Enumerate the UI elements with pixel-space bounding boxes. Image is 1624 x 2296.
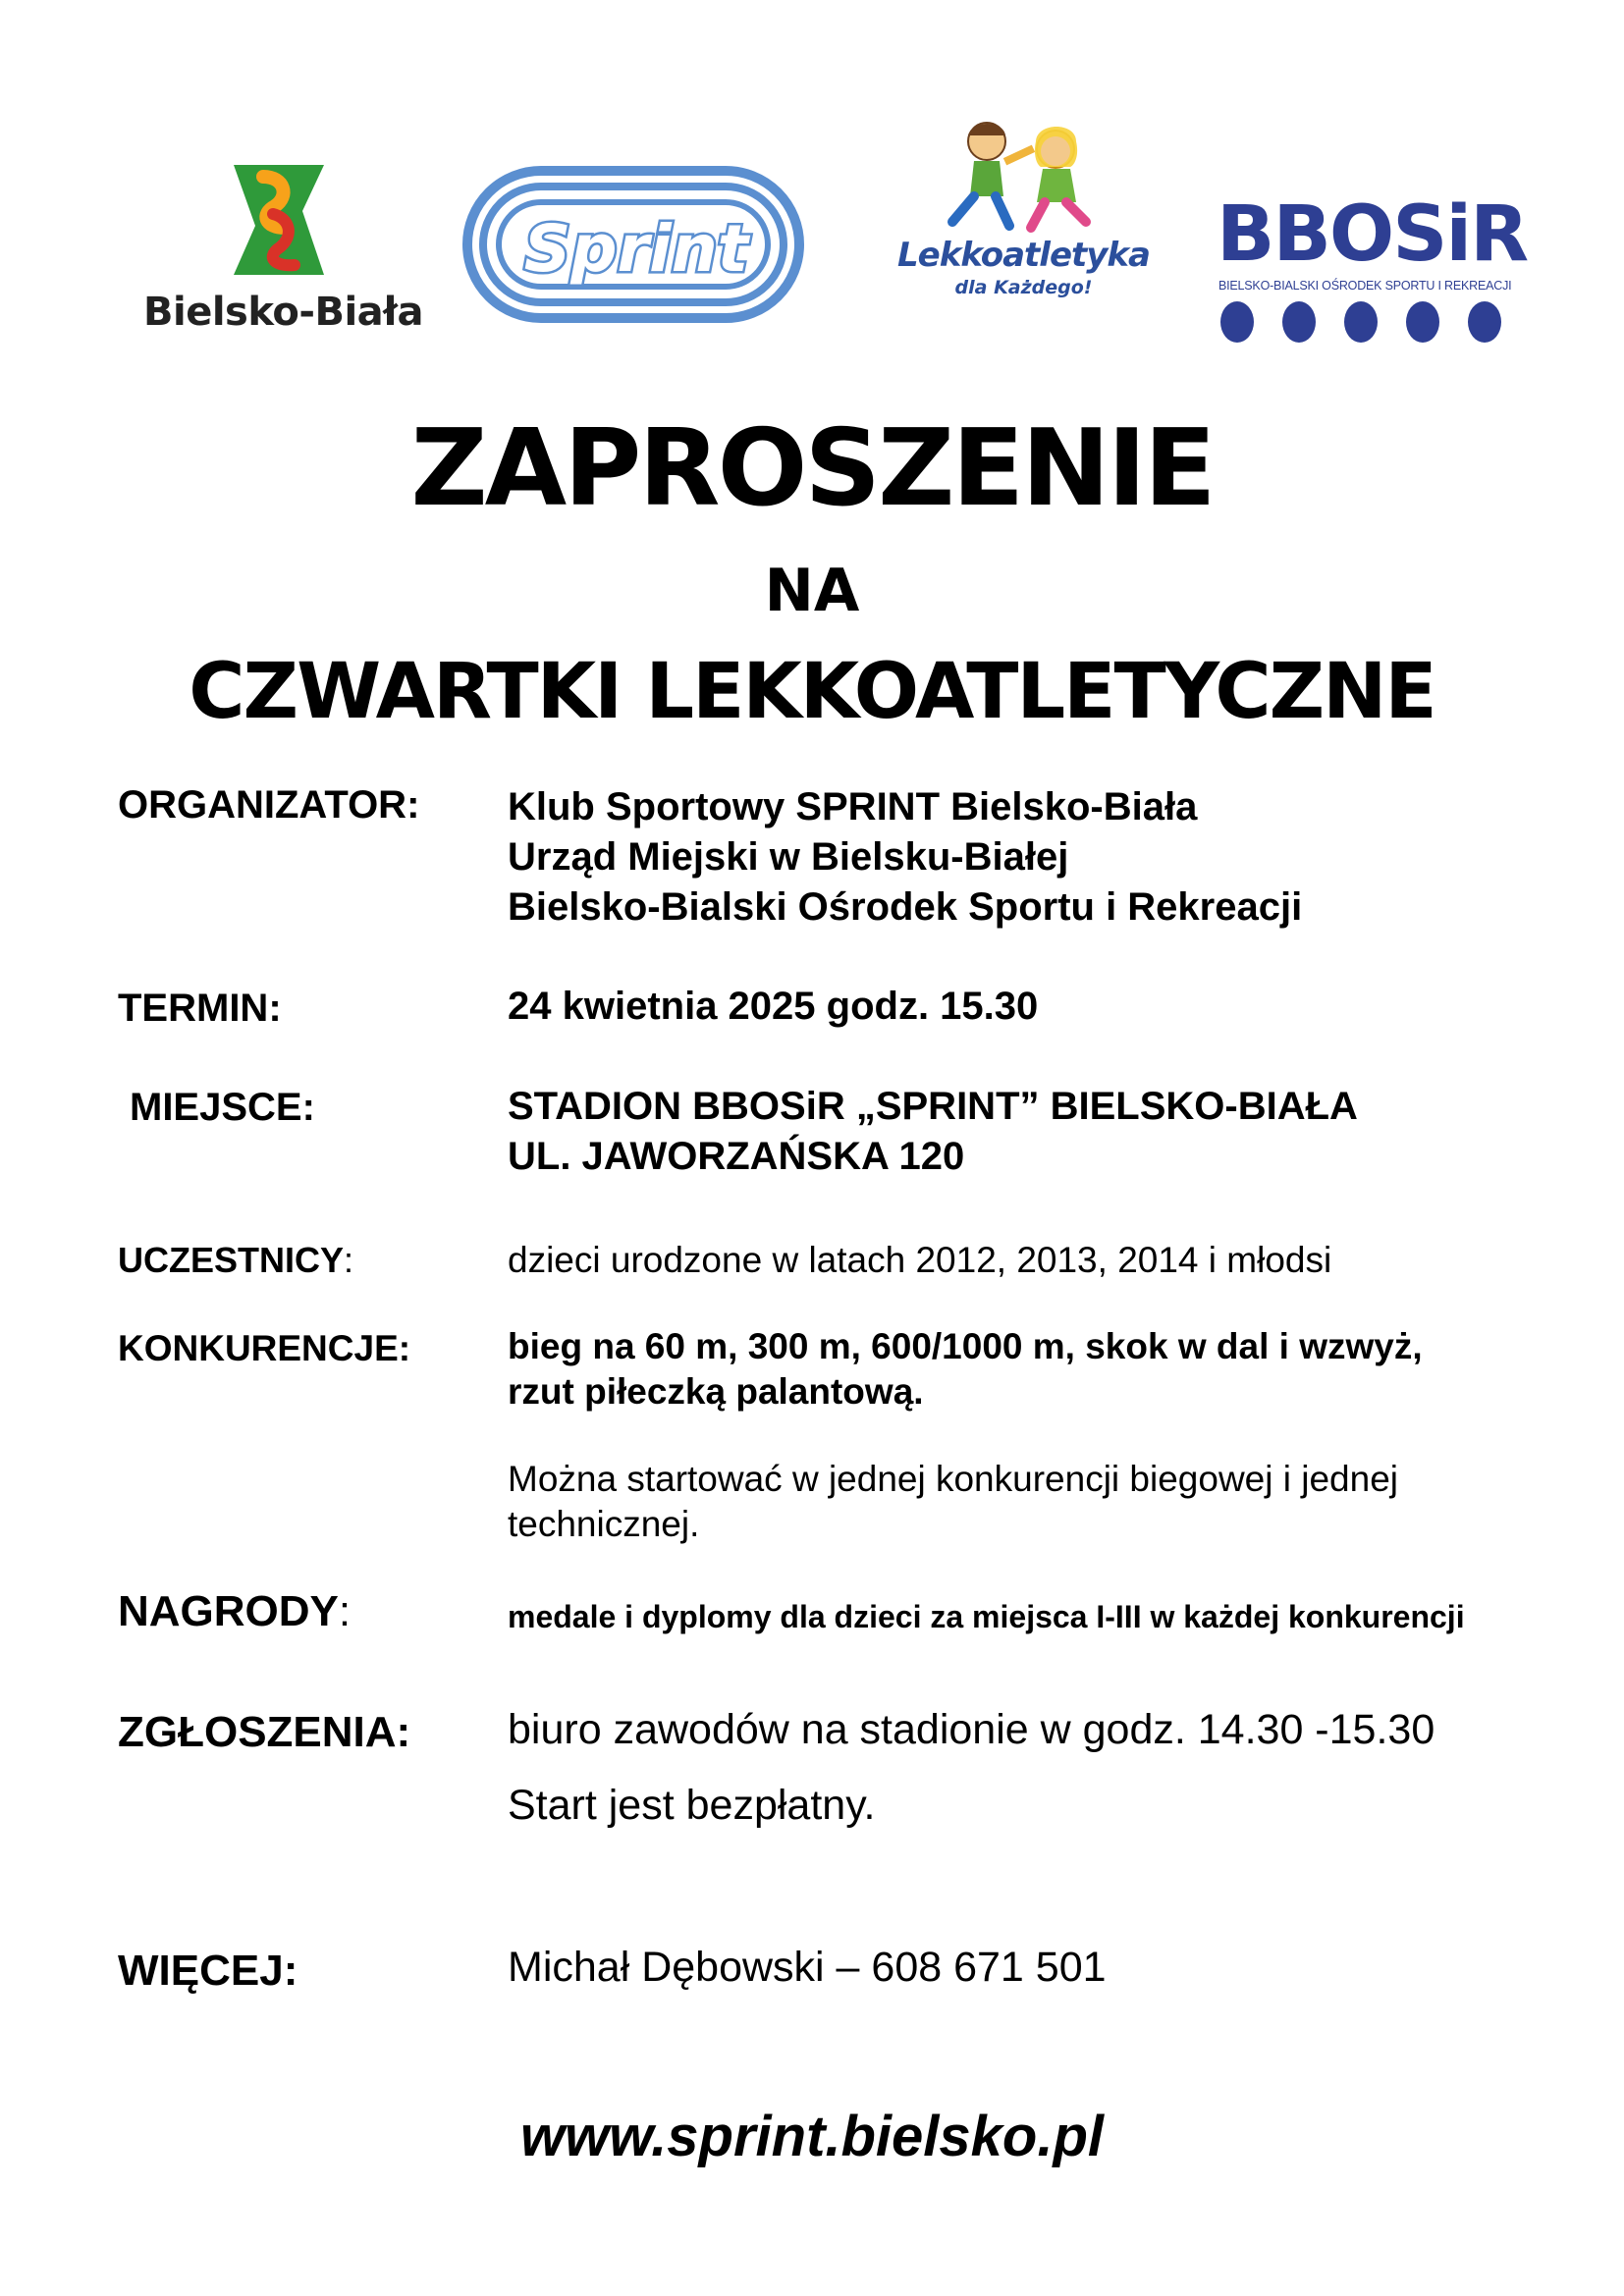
sport-icon	[1344, 301, 1378, 343]
konkurencje-note-line: technicznej.	[508, 1504, 700, 1544]
lekkoatletyka-logo-text: Lekkoatletyka	[897, 236, 1150, 275]
logo-bbosir	[1213, 190, 1528, 353]
label-konkurencje: KONKURENCJE:	[118, 1328, 411, 1368]
konkurencje-line: bieg na 60 m, 300 m, 600/1000 m, skok w dal i wzwyż,	[508, 1326, 1423, 1366]
logo-sprint	[461, 165, 805, 324]
label-uczestnicy	[118, 1240, 353, 1281]
label-nagrody-text: NAGRODY	[118, 1587, 339, 1635]
value-uczestnicy: dzieci urodzone w latach 2012, 2013, 2014 i młodsi	[508, 1240, 1332, 1280]
label-wiecej: WIĘCEJ:	[118, 1947, 298, 1995]
subtitle-event: CZWARTKI LEKKOATLETYCZNE	[189, 648, 1435, 736]
organizator-line: Bielsko-Bialski Ośrodek Sportu i Rekreacji	[508, 885, 1303, 929]
label-nagrody-colon: :	[338, 1587, 352, 1635]
value-konkurencje	[508, 1324, 1423, 1415]
konkurencje-line: rzut piłeczką palantową.	[508, 1371, 924, 1412]
value-miejsce	[508, 1082, 1358, 1182]
value-termin: 24 kwietnia 2025 godz. 15.30	[508, 985, 1039, 1028]
sport-icon	[1468, 301, 1501, 343]
konkurencje-note-line: Można startować w jednej konkurencji biegowej i jednej	[508, 1459, 1398, 1499]
sport-icon	[1406, 301, 1439, 343]
bielsko-biala-logo-text: Bielsko-Biała	[143, 290, 423, 335]
zgloszenia-note: Start jest bezpłatny.	[508, 1782, 876, 1829]
miejsce-line: UL. JAWORZAŃSKA 120	[508, 1135, 965, 1178]
logo-bielsko-biala	[128, 157, 422, 353]
website-url: www.sprint.bielsko.pl	[519, 2105, 1105, 2168]
value-organizator	[508, 782, 1302, 933]
value-nagrody: medale i dyplomy dla dzieci za miejsca I-III w każdej konkurencji	[508, 1599, 1465, 1634]
label-uczestnicy-colon: :	[344, 1240, 354, 1280]
label-miejsce: MIEJSCE:	[130, 1086, 315, 1129]
organizator-line: Klub Sportowy SPRINT Bielsko-Biała	[508, 785, 1198, 828]
miejsce-line: STADION BBOSiR „SPRINT” BIELSKO-BIAŁA	[508, 1085, 1358, 1128]
value-zgloszenia: biuro zawodów na stadionie w godz. 14.30 -15.30	[508, 1706, 1435, 1753]
bbosir-sport-icons	[1220, 301, 1501, 343]
sprint-logo-text: Sprint	[523, 211, 749, 287]
label-zgloszenia: ZGŁOSZENIA:	[118, 1708, 411, 1756]
organizator-line: Urząd Miejski w Bielsku-Białej	[508, 835, 1069, 879]
sport-icon	[1220, 301, 1254, 343]
bbosir-logo-subtext: BIELSKO-BIALSKI OŚRODEK SPORTU I REKREACJI	[1218, 279, 1512, 293]
konkurencje-note	[508, 1457, 1398, 1547]
logo-lekkoatletyka	[893, 120, 1154, 316]
label-termin: TERMIN:	[118, 987, 282, 1030]
bbosir-logo-text: BBOSiR	[1217, 190, 1528, 279]
subtitle-na: NA	[764, 557, 860, 625]
label-uczestnicy-text: UCZESTNICY	[118, 1240, 345, 1280]
value-wiecej: Michał Dębowski – 608 671 501	[508, 1944, 1107, 1991]
running-kids-icon	[893, 120, 1154, 238]
label-organizator: ORGANIZATOR:	[118, 783, 420, 827]
bielsko-biala-emblem-icon	[128, 157, 422, 285]
page-title: ZAPROSZENIE	[410, 407, 1214, 530]
sport-icon	[1282, 301, 1316, 343]
label-nagrody	[118, 1587, 351, 1636]
lekkoatletyka-logo-subtext: dla Każdego!	[954, 277, 1093, 298]
